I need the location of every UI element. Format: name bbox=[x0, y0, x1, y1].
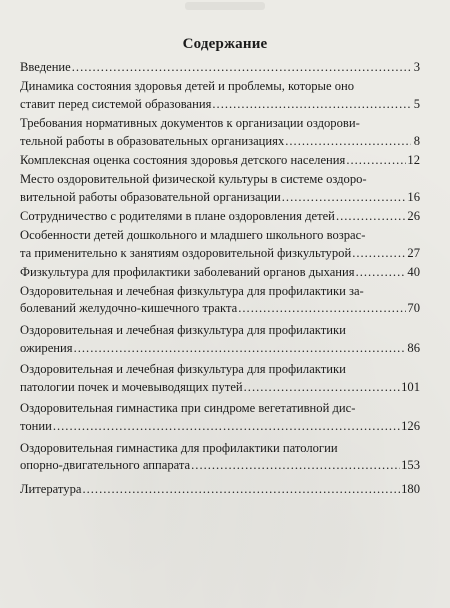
toc-entry bbox=[20, 400, 420, 435]
toc-entry-text: Введение bbox=[20, 60, 71, 74]
toc-entry bbox=[20, 152, 420, 170]
toc-entry-text: тонии bbox=[20, 419, 52, 434]
toc-entry bbox=[20, 264, 420, 282]
toc-entry-text: Оздоровительная и лечебная физкультура для профилактики bbox=[20, 323, 346, 338]
toc-page-number: 180 bbox=[401, 481, 420, 496]
dot-leader bbox=[72, 59, 411, 77]
toc-entry bbox=[20, 322, 420, 357]
toc-entry-text: Оздоровительная и лечебная физкультура для профилактики за- bbox=[20, 283, 364, 298]
toc-entry bbox=[20, 78, 420, 113]
dot-leader bbox=[346, 152, 406, 170]
dot-leader bbox=[53, 418, 400, 436]
toc-entry-text: Оздоровительная гимнастика для профилактики патологии bbox=[20, 440, 338, 455]
dot-leader bbox=[244, 379, 400, 397]
toc-entry-text: Литература bbox=[20, 481, 82, 496]
dot-leader bbox=[82, 481, 400, 499]
toc-page-number: 8 bbox=[413, 133, 420, 148]
toc-entry bbox=[20, 227, 420, 262]
toc-entry bbox=[20, 115, 420, 150]
toc-entry bbox=[20, 171, 420, 206]
toc-entry-text: Динамика состояния здоровья детей и проблемы, которые оно bbox=[20, 79, 355, 94]
table-of-contents bbox=[20, 59, 420, 500]
toc-page-number: 153 bbox=[401, 458, 420, 473]
toc-page-number: 101 bbox=[401, 379, 420, 394]
dot-leader bbox=[336, 208, 406, 226]
dot-leader bbox=[238, 300, 406, 318]
toc-entry-text: ставит перед системой образования bbox=[20, 96, 212, 111]
toc-page-number: 26 bbox=[407, 208, 420, 223]
toc-entry-text: вительной работы образовательной организации bbox=[20, 189, 281, 204]
toc-page-number: 27 bbox=[407, 245, 420, 260]
toc-entry-text: Оздоровительная гимнастика при синдроме вегетативной дис- bbox=[20, 401, 356, 416]
toc-entry-text: Особенности детей дошкольного и младшего школьного возрас- bbox=[20, 227, 366, 242]
toc-page-number: 3 bbox=[413, 60, 420, 74]
toc-entry bbox=[20, 283, 420, 318]
toc-entry-text: патологии почек и мочевыводящих путей bbox=[20, 379, 243, 394]
dot-leader bbox=[356, 264, 407, 282]
toc-entry-text: тельной работы в образовательных организациях bbox=[20, 133, 285, 148]
toc-page-number: 126 bbox=[401, 419, 420, 434]
toc-entry bbox=[20, 440, 420, 475]
dot-leader bbox=[282, 189, 407, 207]
dot-leader bbox=[352, 245, 406, 263]
toc-entry-text: болеваний желудочно-кишечного тракта bbox=[20, 301, 238, 316]
toc-entry bbox=[20, 481, 420, 499]
toc-entry bbox=[20, 361, 420, 396]
toc-entry-text: та применительно к занятиям оздоровительной физкультурой bbox=[20, 245, 352, 260]
toc-entry-text: Комплексная оценка состояния здоровья детского населения bbox=[20, 152, 346, 167]
toc-page-number: 5 bbox=[413, 96, 420, 111]
dot-leader bbox=[191, 457, 400, 475]
toc-entry-text: Физкультура для профилактики заболеваний органов дыхания bbox=[20, 264, 355, 279]
toc-entry-text: Требования нормативных документов к организации оздорови- bbox=[20, 115, 360, 130]
toc-entry bbox=[20, 59, 420, 77]
toc-page-number: 86 bbox=[407, 340, 420, 355]
dot-leader bbox=[74, 340, 407, 358]
toc-entry-text: ожирения bbox=[20, 340, 73, 355]
dot-leader bbox=[285, 133, 411, 151]
toc-entry-text: Место оздоровительной физической культуры в системе оздоро- bbox=[20, 171, 367, 186]
toc-page-number: 70 bbox=[407, 301, 420, 316]
toc-page-number: 16 bbox=[407, 189, 420, 204]
dot-leader bbox=[212, 96, 411, 114]
toc-entry-text: опорно-двигательного аппарата bbox=[20, 458, 191, 473]
bleed-through-mark bbox=[185, 2, 265, 10]
toc-entry-text: Сотрудничество с родителями в плане оздоровления детей bbox=[20, 208, 335, 223]
toc-page-number: 40 bbox=[407, 264, 420, 279]
toc-entry bbox=[20, 208, 420, 226]
toc-page-number: 12 bbox=[407, 152, 420, 167]
page-title: Содержание bbox=[182, 36, 268, 52]
toc-entry-text: Оздоровительная и лечебная физкультура для профилактики bbox=[20, 362, 346, 377]
